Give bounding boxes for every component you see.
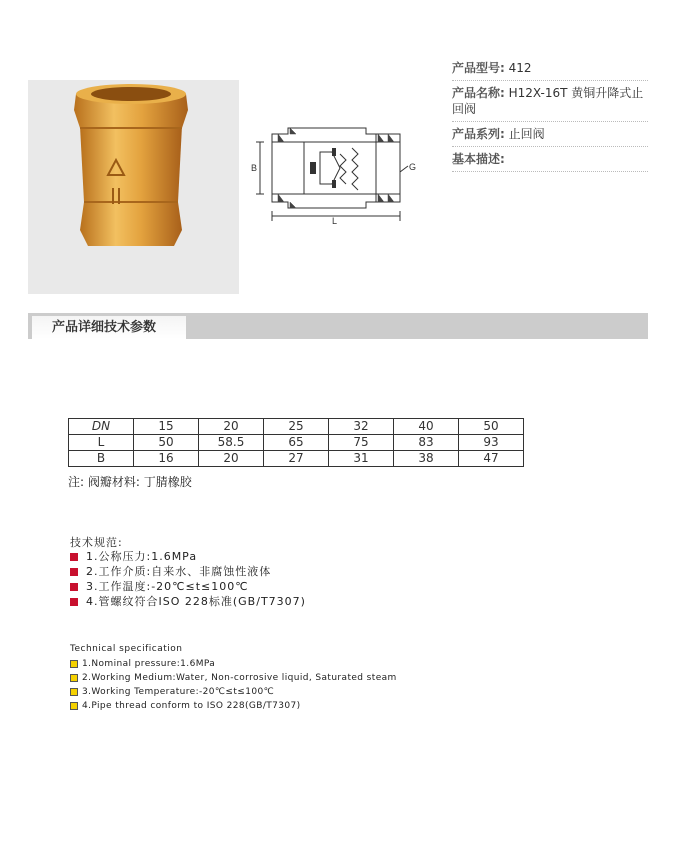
yellow-square-bullet-icon — [70, 688, 78, 696]
table-cell: 93 — [459, 435, 524, 451]
product-model-value: 412 — [508, 61, 532, 75]
drawing-label-b: B — [251, 163, 258, 173]
brass-check-valve-image — [28, 80, 239, 294]
yellow-square-bullet-icon — [70, 702, 78, 710]
table-cell: 31 — [329, 451, 394, 467]
table-header-cell: 20 — [199, 419, 264, 435]
dimension-table — [68, 418, 524, 467]
product-series-row — [452, 122, 648, 147]
drawing-label-g: G — [409, 162, 417, 172]
list-item — [70, 549, 306, 564]
drawing-label-l: L — [332, 216, 338, 226]
product-model-label: 产品型号: — [452, 61, 505, 75]
cn-spec-item: 2.工作介质:自来水、非腐蚀性液体 — [86, 565, 272, 578]
table-header-cell: 40 — [394, 419, 459, 435]
product-name-value: H12X-16T 黄铜升降式止回阀 — [452, 86, 644, 116]
en-spec-item: 4.Pipe thread conform to ISO 228(GB/T7307) — [82, 701, 301, 711]
product-series-label: 产品系列: — [452, 127, 505, 141]
list-item — [70, 699, 397, 713]
list-item — [70, 564, 306, 579]
section-title: 产品详细技术参数 — [32, 316, 186, 339]
section-header-bar — [28, 313, 648, 339]
list-item — [70, 657, 397, 671]
product-photo — [28, 80, 239, 294]
table-header-cell: 25 — [264, 419, 329, 435]
table-cell: 83 — [394, 435, 459, 451]
cn-spec-item: 3.工作温度:-20℃≤t≤100℃ — [86, 580, 249, 593]
en-spec-item: 1.Nominal pressure:1.6MPa — [82, 659, 216, 669]
list-item — [70, 594, 306, 609]
cn-spec-list — [70, 549, 306, 609]
table-cell: L — [69, 435, 134, 451]
table-header-cell: DN — [69, 419, 134, 435]
table-header-cell: 50 — [459, 419, 524, 435]
table-row — [69, 451, 524, 467]
red-square-bullet-icon — [70, 583, 78, 591]
product-name-label: 产品名称: — [452, 86, 505, 100]
red-square-bullet-icon — [70, 568, 78, 576]
table-cell: 20 — [199, 451, 264, 467]
list-item — [70, 685, 397, 699]
table-header-cell: 32 — [329, 419, 394, 435]
cn-spec-item: 4.管螺纹符合ISO 228标准(GB/T7307) — [86, 595, 306, 608]
product-info — [452, 56, 648, 172]
table-cell: 75 — [329, 435, 394, 451]
product-series-value: 止回阀 — [508, 127, 545, 141]
cn-spec-title: 技术规范: — [70, 536, 123, 549]
table-header-cell: 15 — [134, 419, 199, 435]
table-cell: 47 — [459, 451, 524, 467]
table-row — [69, 435, 524, 451]
material-note: 注: 阀瓣材料: 丁腈橡胶 — [68, 475, 192, 489]
en-spec-title: Technical specification — [70, 644, 183, 654]
red-square-bullet-icon — [70, 553, 78, 561]
table-cell: 50 — [134, 435, 199, 451]
table-cell: 16 — [134, 451, 199, 467]
table-header-row — [69, 419, 524, 435]
table-cell: 38 — [394, 451, 459, 467]
product-desc-label: 基本描述: — [452, 152, 505, 166]
table-cell: 65 — [264, 435, 329, 451]
table-cell: 27 — [264, 451, 329, 467]
list-item — [70, 579, 306, 594]
yellow-square-bullet-icon — [70, 660, 78, 668]
table-cell: B — [69, 451, 134, 467]
red-square-bullet-icon — [70, 598, 78, 606]
valve-section-drawing — [248, 118, 423, 230]
yellow-square-bullet-icon — [70, 674, 78, 682]
product-name-row — [452, 81, 648, 122]
en-spec-item: 2.Working Medium:Water, Non-corrosive liquid, Saturated steam — [82, 673, 397, 683]
product-model-row — [452, 56, 648, 81]
en-spec-list — [70, 657, 397, 713]
product-desc-row — [452, 147, 648, 172]
cn-spec-item: 1.公称压力:1.6MPa — [86, 550, 198, 563]
en-spec-item: 3.Working Temperature:-20℃≤t≤100℃ — [82, 687, 275, 697]
table-cell: 58.5 — [199, 435, 264, 451]
list-item — [70, 671, 397, 685]
